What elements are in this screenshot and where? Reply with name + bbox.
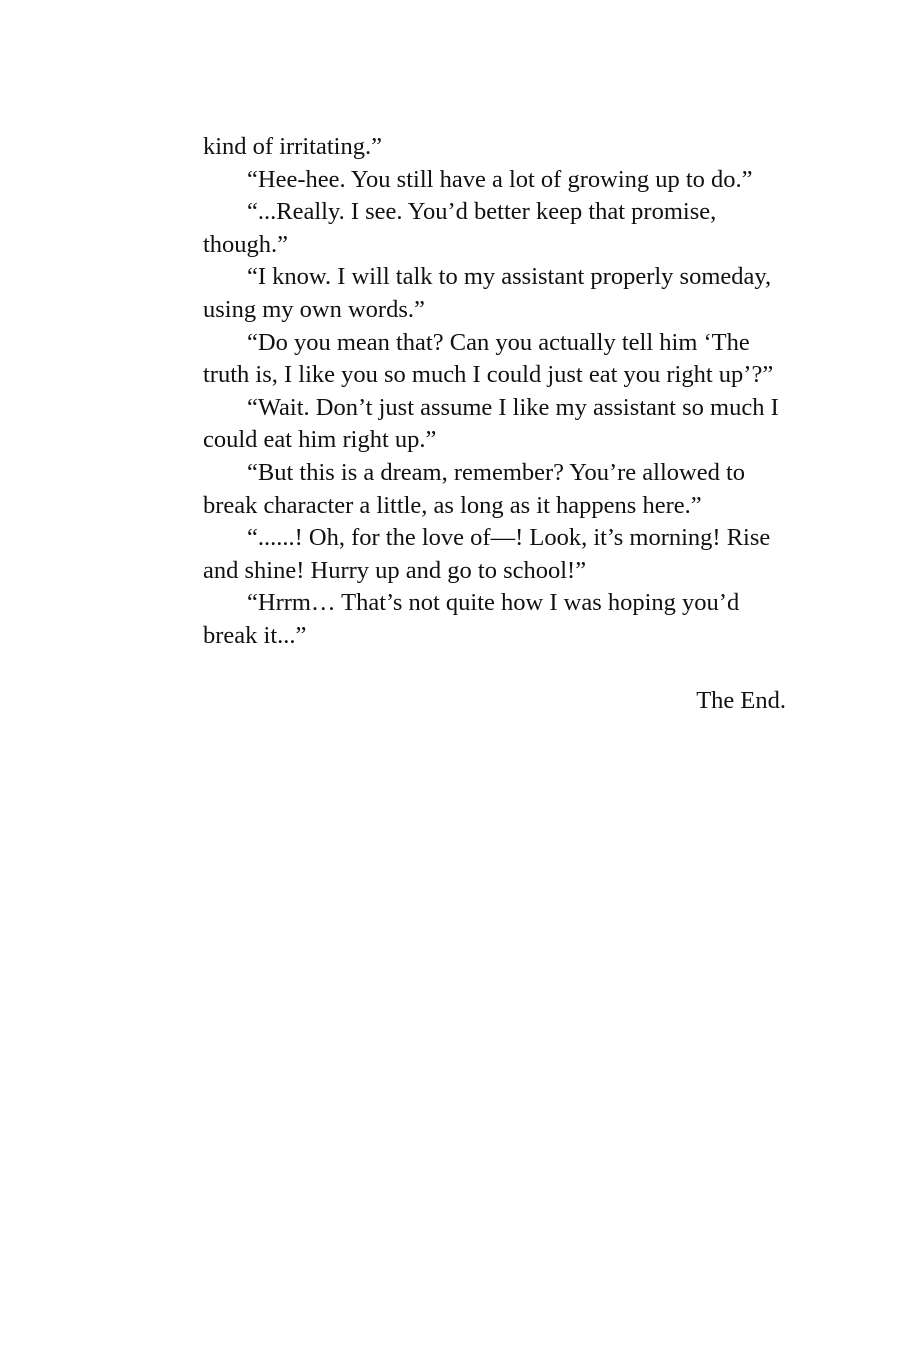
paragraph: “I know. I will talk to my assistant properly someday, using my own words.” [203,263,772,323]
paragraph: “Do you mean that? Can you actually tell him ‘The truth is, I like you so much I could just eat you right up’?” [203,328,774,389]
paragraph: “But this is a dream, remember? You’re allowed to break character a little, as long as it happens here.” [203,458,746,519]
the-end-text: The End. [696,687,786,715]
paragraph-continuation: kind of irritating.” [203,133,382,160]
paragraph: “Wait. Don’t just assume I like my assistant so much I could eat him right up.” [203,393,779,454]
paragraph: “Hee-hee. You still have a lot of growing up to do.” [247,165,753,193]
paragraph: “...Really. I see. You’d better keep that promise, though.” [203,198,717,258]
page-text [203,131,793,718]
paragraph: “Hrrm… That’s not quite how I was hoping you’d break it...” [203,589,740,649]
paragraph: “......! Oh, for the love of—! Look, it’s morning! Rise and shine! Hurry up and go to school!” [203,524,771,584]
